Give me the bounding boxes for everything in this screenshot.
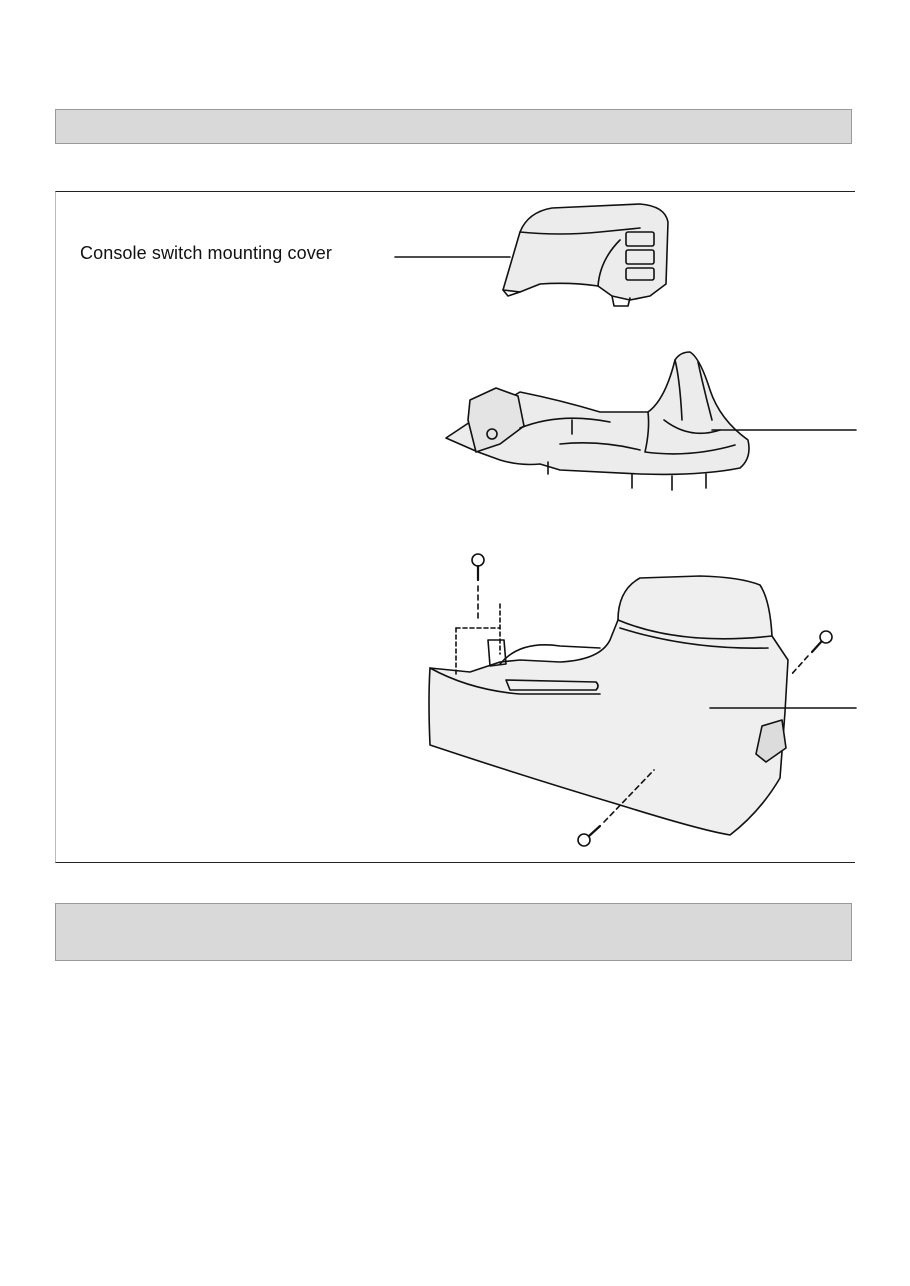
switch-cover-icon [503,204,668,306]
console-body-icon [429,576,856,835]
footer-bar [55,903,852,961]
callout-label-switch-cover: Console switch mounting cover [80,243,333,263]
shift-boot-panel-icon [446,352,856,490]
